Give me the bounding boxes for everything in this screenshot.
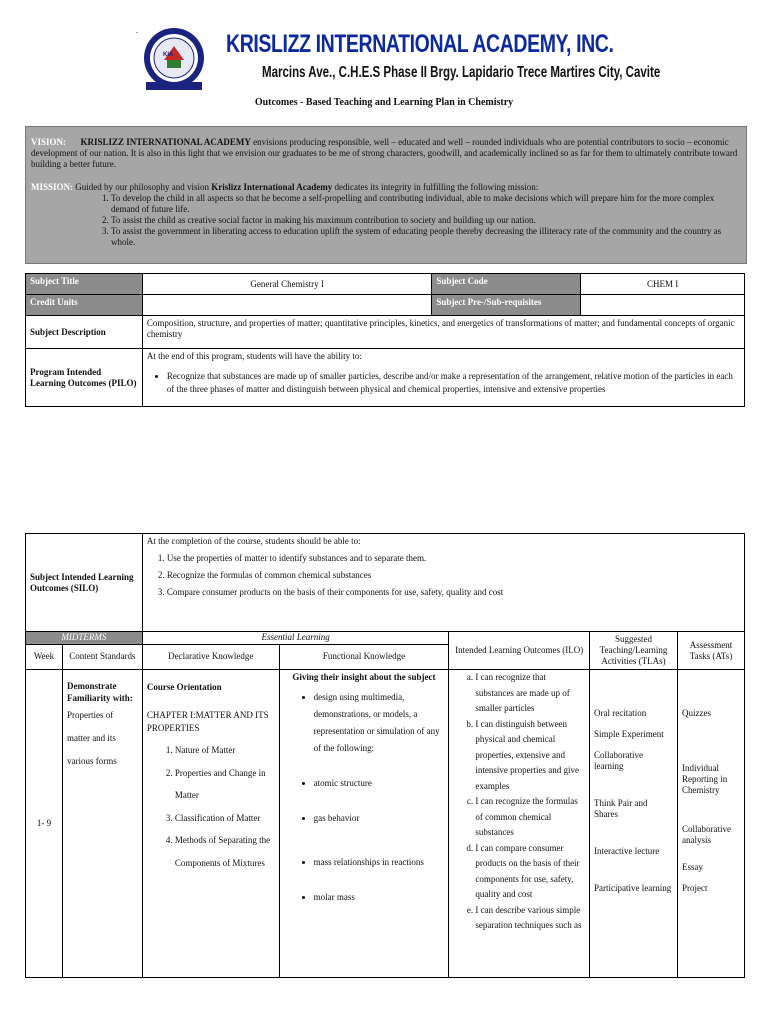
ilo-item: b. I can distinguish between physical and chemical properties, extensive and intensive properties and give examples [475,717,585,795]
chapter-item: 2. Properties and Change in Matter [175,762,275,807]
stray-dot: . [136,26,138,35]
at-item: Essay [682,862,703,872]
pilo-label: Program Intended Learning Outcomes (PILO) [26,349,143,407]
week-header: Week [26,644,63,669]
functional-knowledge-cell [279,670,449,978]
functional-item: • mass relationships in reactions [314,845,445,879]
subject-description-label: Subject Description [26,316,143,349]
subject-code-label: Subject Code [432,274,581,295]
subject-title-value: General Chemistry I [142,274,432,295]
mission-school-name: Krislizz International Academy [211,182,333,192]
at-header: Assessment Tasks (ATs) [678,632,745,670]
school-logo-icon [140,26,208,94]
subject-description-value: Composition, structure, and properties of matter; quantitative principles, kinetics, and energetics of transformations of matter; and fundamental concepts of organic chemistry [142,316,744,349]
vision-label: VISION: [31,137,67,147]
ilo-header: Intended Learning Outcomes (ILO) [449,632,590,670]
functional-item: • atomic structure [314,775,445,792]
school-address: Marcins Ave., C.H.E.S Phase II Brgy. Lapidario Trece Martires City, Cavite [262,64,661,81]
tla-item: Think Pair and Shares [594,798,648,819]
content-standards-text: Properties of matter and its various forms [66,710,117,766]
ilo-item: e. I can describe various simple separation techniques such as [475,903,585,934]
ilo-cell [449,670,590,978]
subject-code-value: CHEM I [581,274,745,295]
course-orientation: Course Orientation [146,682,222,692]
mission-intro-end: dedicates its integrity in fulfilling the following mission: [332,182,539,192]
functional-item: • gas behavior [314,810,445,827]
tla-item: Interactive lecture [594,846,660,856]
at-cell [678,670,745,978]
week-value: 1- 9 [26,670,63,978]
subject-info-table [25,273,745,407]
mission-section [31,182,741,248]
mission-label: MISSION: [31,182,74,192]
learning-plan-table [25,533,745,978]
prerequisites-label: Subject Pre-/Sub-requisites [432,295,581,316]
vision-text: envisions producing responsible, well – educated and well – rounded individuals who are potential contributors to socio – economic development of our nation. It is also in this light that we envision our graduates to be me of strong characters, goodwill, and academically inclined so as far for them to ultimately contribute toward building a better future. [31,137,738,169]
pilo-intro: At the end of this program, students will have the ability to: [146,351,362,361]
mission-item: 1. To develop the child in all aspects so that he become a self-propelling and contributing individual, able to make decisions which will prepare him for the more complex demand of future life. [111,193,741,215]
vision-mission-box [25,126,747,264]
tla-item: Oral recitation [594,708,647,718]
functional-knowledge-header: Functional Knowledge [279,644,449,669]
mission-item: 3. To assist the government in liberating access to education uplift the system of educating people thereby decreasing the illiteracy rate of the community and the country as whole. [111,226,741,248]
content-standards-title: Demonstrate Familiarity with: [66,681,133,703]
ilo-item: a. I can recognize that substances are made up of smaller particles [475,670,585,717]
tla-header: Suggested Teaching/Learning Activities (TLAs) [590,632,678,670]
content-standards-cell [62,670,142,978]
at-item: Quizzes [682,708,711,718]
ilo-item: c. I can recognize the formulas of common chemical substances [475,794,585,841]
plan-title: Outcomes - Based Teaching and Learning Plan in Chemistry [254,97,514,108]
credit-units-value [142,295,432,316]
silo-content [142,534,744,632]
essential-learning-label: Essential Learning [142,632,448,645]
mission-item: 2. To assist the child as creative social factor in making his maximum contribution to society and building up our nation. [111,215,741,226]
ilo-item: d. I can compare consumer products on the basis of their components for use, safety, quality and cost [475,841,585,903]
subject-title-label: Subject Title [26,274,143,295]
credit-units-label: Credit Units [26,295,143,316]
at-item: Project [682,883,708,893]
vision-section [31,137,741,170]
tla-item: Participative learning [594,883,672,893]
chapter-item: 4. Methods of Separating the Components of Mixtures [175,829,275,874]
prerequisites-value [581,295,745,316]
tla-item: Simple Experiment [594,729,664,739]
functional-item: • molar mass [314,889,445,906]
pilo-content [142,349,744,407]
tla-cell [590,670,678,978]
silo-item: 2. Recognize the formulas of common chemical substances [167,570,740,581]
content-standards-header: Content Standards [62,644,142,669]
school-name: KRISLIZZ INTERNATIONAL ACADEMY, INC. [226,30,614,58]
functional-title: Giving their insight about the subject [292,672,436,682]
chapter-item: 3. Classification of Matter [175,807,275,830]
chapter-title: CHAPTER I:MATTER AND ITS PROPERTIES [146,710,269,733]
pilo-item: • Recognize that substances are made up of smaller particles, describe and/or make a representation of the arrangement, relative motion of the particles in each of the three phases of matter and distinguish between physical and chemical properties, intensive and extensive properties [167,370,740,396]
silo-intro: At the completion of the course, students should be able to: [146,536,361,546]
silo-label: Subject Intended Learning Outcomes (SILO) [26,534,143,632]
at-item: Collaborative analysis [682,824,731,845]
midterms-label: MIDTERMS [26,632,143,645]
silo-item: 3. Compare consumer products on the basis of their components for use, safety, quality and cost [167,587,740,598]
tla-item: Collaborative learning [594,750,644,771]
declarative-knowledge-header: Declarative Knowledge [142,644,279,669]
at-item: Individual Reporting in Chemistry [682,763,728,795]
logo-text: KIA [163,52,174,58]
functional-item: • design using multimedia, demonstrations, or models, a representation or simulation of any of the following: [314,689,445,757]
silo-item: 1. Use the properties of matter to identify substances and to separate them. [167,553,740,564]
vision-school-name: KRISLIZZ INTERNATIONAL ACADEMY [80,137,251,147]
declarative-knowledge-cell [142,670,279,978]
chapter-item: 1. Nature of Matter [175,739,275,762]
mission-intro: Guided by our philosophy and vision [75,182,212,192]
